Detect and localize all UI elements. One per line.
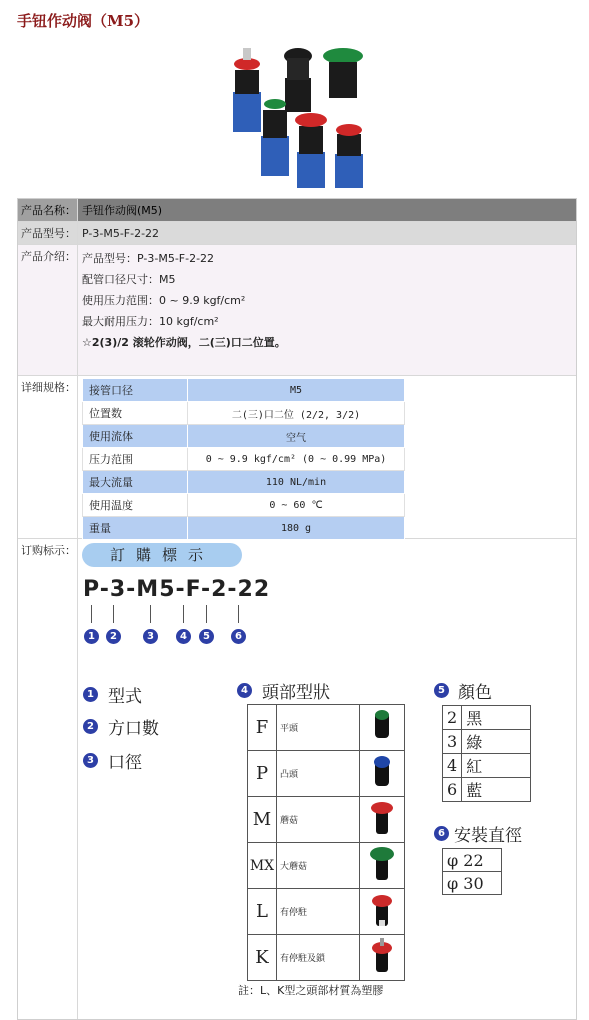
num-badge: 6 — [231, 629, 246, 644]
table-row: 使用温度 0 ~ 60 ℃ — [83, 494, 405, 517]
color-title: 顏色 — [458, 683, 492, 703]
table-row: K 有停駐及鎖 — [248, 935, 405, 981]
table-row: 重量 180 g — [83, 517, 405, 540]
table-row: φ 30 — [443, 872, 502, 895]
table-row: MX 大蘑菇 — [248, 843, 405, 889]
code-tick — [206, 605, 207, 623]
intro-line: 使用压力范围：0 ~ 9.9 kgf/cm² — [82, 294, 246, 307]
table-row: P 凸頭 — [248, 751, 405, 797]
code-tick — [150, 605, 151, 623]
intro-line: 产品型号：P-3-M5-F-2-22 — [82, 252, 215, 265]
valve-front-middle — [295, 113, 327, 188]
label: 详细规格： — [18, 376, 78, 538]
product-photo — [225, 40, 375, 190]
table-row: 3 綠 — [443, 730, 531, 754]
diameter-table — [442, 848, 502, 895]
table-row: 接管口径 M5 — [83, 379, 405, 402]
spec-table — [82, 378, 405, 540]
row-product-name — [18, 199, 576, 222]
label: 产品名称： — [18, 199, 78, 221]
num-badge: 3 — [83, 753, 98, 768]
table-row: 4 紅 — [443, 754, 531, 778]
value: 手钮作动阀(M5) — [82, 204, 163, 217]
head-title: 頭部型狀 — [262, 683, 330, 703]
table-row: 6 藍 — [443, 778, 531, 802]
dia-title: 安裝直徑 — [454, 826, 522, 846]
table-row: 压力范围 0 ~ 9.9 kgf/cm² (0 ~ 0.99 MPa) — [83, 448, 405, 471]
product-info-table — [17, 198, 577, 1020]
extended-head-button-icon — [361, 752, 403, 792]
mushroom-head-button-icon — [361, 798, 403, 838]
num-badge: 5 — [434, 683, 449, 698]
table-row: φ 22 — [443, 849, 502, 872]
color-table — [442, 705, 531, 802]
intro-line: ☆2(3)/2 滚轮作动阀，二(三)口二位置。 — [82, 336, 286, 349]
material-note: 註：L、K型之頭部材質為塑膠 — [238, 984, 384, 997]
num-badge: 1 — [83, 687, 98, 702]
lock-key-button-icon — [361, 936, 403, 976]
num-badge: 4 — [176, 629, 191, 644]
label: 产品介绍： — [18, 245, 78, 375]
code-tick — [183, 605, 184, 623]
num-badge: 5 — [199, 629, 214, 644]
num-badge: 6 — [434, 826, 449, 841]
order-code: P-3-M5-F-2-22 — [83, 577, 271, 602]
valve-front-left — [261, 99, 289, 176]
legend-type: 型式 — [108, 687, 142, 707]
value: P-3-M5-F-2-22 — [82, 226, 160, 240]
table-row: F 平頭 — [248, 705, 405, 751]
flat-head-button-icon — [361, 706, 403, 746]
table-row: L 有停駐 — [248, 889, 405, 935]
table-row: 使用流体 空气 — [83, 425, 405, 448]
valve-back-right — [323, 48, 363, 98]
valve-back-middle — [284, 48, 312, 112]
intro-line: 最大耐用压力：10 kgf/cm² — [82, 315, 219, 328]
table-row: 位置数 二(三)口二位 (2/2, 3/2) — [83, 402, 405, 425]
num-badge: 1 — [84, 629, 99, 644]
locking-head-button-icon — [361, 890, 403, 930]
num-badge: 2 — [106, 629, 121, 644]
label: 订购标示： — [18, 539, 78, 1019]
valve-front-right — [335, 124, 363, 188]
row-product-model — [18, 222, 576, 245]
code-tick — [238, 605, 239, 623]
page-title: 手钮作动阀（M5） — [17, 12, 150, 30]
intro-line: 配管口径尺寸：M5 — [82, 273, 176, 286]
table-row: 最大流量 110 NL/min — [83, 471, 405, 494]
table-row: M 蘑菇 — [248, 797, 405, 843]
row-product-intro — [18, 245, 576, 376]
row-spec — [18, 376, 576, 539]
label: 产品型号： — [18, 222, 78, 244]
num-badge: 2 — [83, 719, 98, 734]
order-diagram — [78, 539, 576, 1019]
code-tick — [113, 605, 114, 623]
value — [78, 376, 576, 538]
legend-ports: 方口數 — [108, 719, 159, 739]
code-tick — [91, 605, 92, 623]
order-badge: 訂購標示 — [82, 543, 242, 567]
num-badge: 4 — [237, 683, 252, 698]
table-row: 2 黑 — [443, 706, 531, 730]
valve-back-left — [233, 48, 261, 132]
row-order — [18, 539, 576, 1019]
head-table — [247, 704, 405, 981]
num-badge: 3 — [143, 629, 158, 644]
value — [78, 539, 576, 1019]
value — [78, 245, 576, 375]
legend-bore: 口徑 — [108, 753, 142, 773]
large-mushroom-button-icon — [361, 844, 403, 884]
